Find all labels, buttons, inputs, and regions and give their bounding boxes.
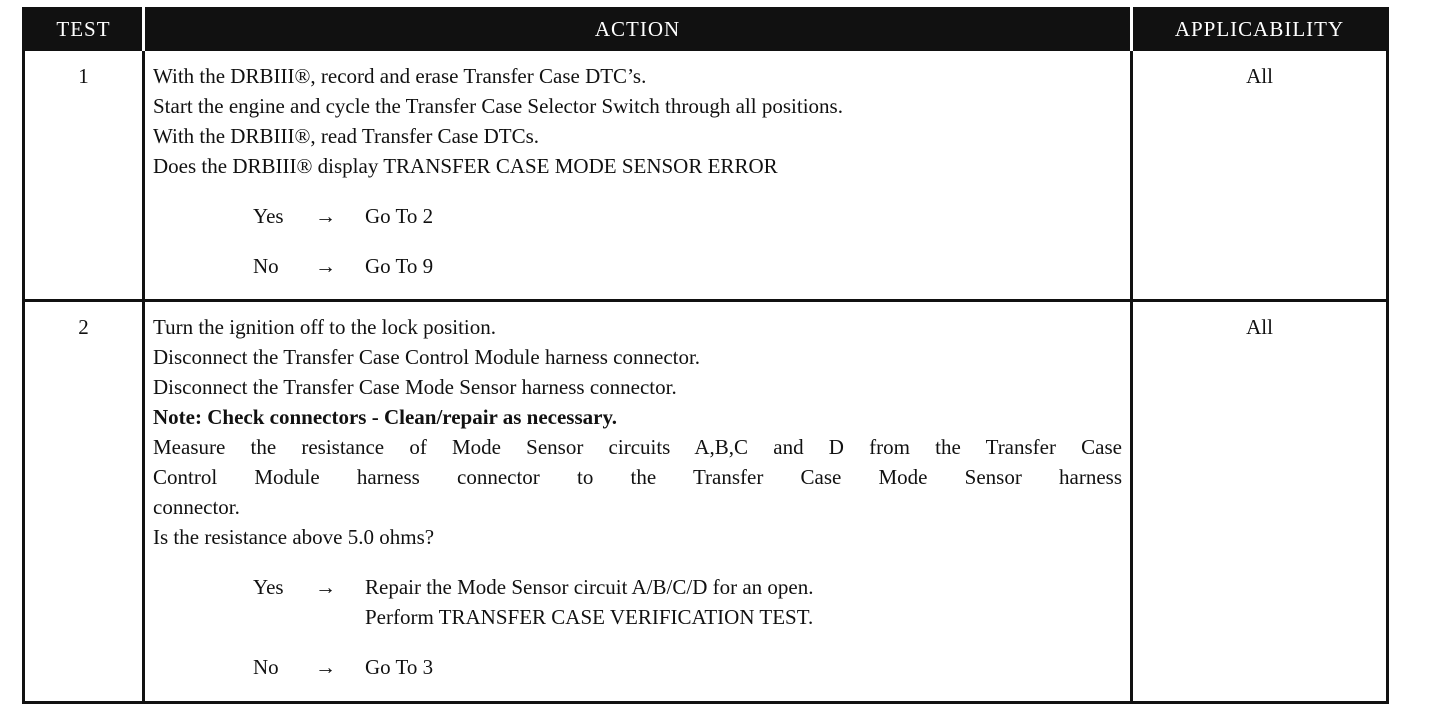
action-line: Control Module harness connector to the Transfer Case Mode Sensor harness	[153, 465, 1122, 489]
header-test: TEST	[24, 9, 144, 50]
choice-answer: No	[253, 254, 279, 278]
result-line: Go To 3	[365, 655, 434, 679]
choice-result	[365, 201, 433, 231]
action-line: Does the DRBIII® display TRANSFER CASE MODE SENSOR ERROR	[153, 154, 778, 178]
applicability-value: All	[1132, 50, 1388, 301]
result-line: Go To 2	[365, 204, 434, 228]
choice-yes	[253, 572, 1122, 632]
action-line: With the DRBIII®, record and erase Transfer Case DTC’s.	[153, 64, 647, 88]
choice-answer: Yes	[253, 575, 284, 599]
arrow-icon: →	[315, 204, 336, 228]
table-row	[24, 50, 1388, 301]
arrow-icon: →	[315, 254, 336, 278]
table-row	[24, 301, 1388, 703]
result-line: Go To 9	[365, 254, 434, 278]
choice-result	[365, 572, 814, 632]
result-line: Perform TRANSFER CASE VERIFICATION TEST.	[365, 605, 814, 629]
action-cell	[144, 50, 1132, 301]
action-line: Measure the resistance of Mode Sensor circuits A,B,C and D from the Transfer Case	[153, 435, 1122, 459]
action-line: Start the engine and cycle the Transfer Case Selector Switch through all positions.	[153, 94, 843, 118]
choice-no	[253, 652, 1122, 682]
note-line: Note: Check connectors - Clean/repair as necessary.	[153, 405, 618, 429]
action-line: With the DRBIII®, read Transfer Case DTCs.	[153, 124, 540, 148]
choice-answer: No	[253, 655, 279, 679]
header-action: ACTION	[144, 9, 1132, 50]
table-header-row	[24, 9, 1388, 50]
action-line: Disconnect the Transfer Case Mode Sensor harness connector.	[153, 375, 677, 399]
arrow-icon: →	[315, 575, 336, 599]
action-line: Turn the ignition off to the lock position.	[153, 315, 497, 339]
choice-result	[365, 652, 433, 682]
diagnostic-test-table	[22, 7, 1389, 704]
choice-result	[365, 251, 433, 281]
action-line: connector.	[153, 495, 240, 519]
choice-answer: Yes	[253, 204, 284, 228]
result-line: Repair the Mode Sensor circuit A/B/C/D for an open.	[365, 575, 814, 599]
action-cell	[144, 301, 1132, 703]
arrow-icon: →	[315, 655, 336, 679]
test-number: 2	[24, 301, 144, 703]
header-applicability: APPLICABILITY	[1132, 9, 1388, 50]
test-number: 1	[24, 50, 144, 301]
action-line: Is the resistance above 5.0 ohms?	[153, 525, 435, 549]
choice-no	[253, 251, 1122, 281]
applicability-value: All	[1132, 301, 1388, 703]
action-line: Disconnect the Transfer Case Control Module harness connector.	[153, 345, 701, 369]
choice-yes	[253, 201, 1122, 231]
